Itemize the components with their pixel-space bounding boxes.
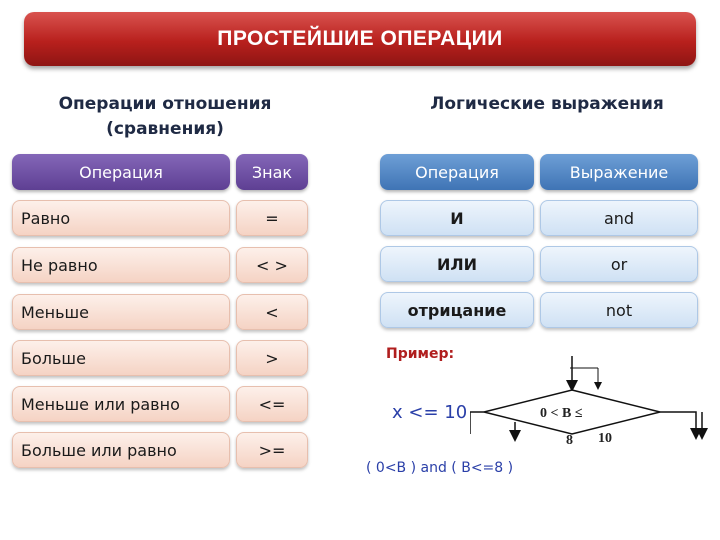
relations-row-sign: =	[236, 200, 308, 236]
logic-row-operation: И	[380, 200, 534, 236]
relations-title-line1: Операции отношения	[58, 94, 272, 114]
relations-row-sign: >=	[236, 432, 308, 468]
relations-row-sign: >	[236, 340, 308, 376]
relations-header-operation: Операция	[12, 154, 230, 190]
logic-title: Логические выражения	[430, 94, 664, 114]
title-text: ПРОСТЕЙШИЕ ОПЕРАЦИИ	[217, 27, 503, 50]
relations-row-sign: <=	[236, 386, 308, 422]
title-banner	[24, 12, 696, 66]
diagram-condition: 0 < B ≤	[540, 406, 583, 421]
decision-diagram	[470, 350, 710, 450]
relations-title	[20, 92, 310, 142]
example-label: Пример:	[386, 346, 455, 362]
relations-row-sign: < >	[236, 247, 308, 283]
logic-header-operation: Операция	[380, 154, 534, 190]
relations-row-operation: Не равно	[12, 247, 230, 283]
flow-yes-arrow	[660, 412, 696, 434]
example-expression-x: x <= 10	[392, 402, 468, 423]
logic-row-expression: or	[540, 246, 698, 282]
logic-row-expression: and	[540, 200, 698, 236]
relations-row-operation: Меньше	[12, 294, 230, 330]
relations-row-operation: Больше	[12, 340, 230, 376]
relations-row-sign: <	[236, 294, 308, 330]
example-expression-b: ( 0<B ) and ( B<=8 )	[366, 460, 514, 476]
diagram-value-8: 8	[566, 433, 573, 448]
relations-title-line2: (сравнения)	[106, 119, 224, 139]
relations-row-operation: Меньше или равно	[12, 386, 230, 422]
relations-header-sign: Знак	[236, 154, 308, 190]
logic-row-operation: отрицание	[380, 292, 534, 328]
flow-no-line	[470, 412, 484, 434]
logic-row-operation: ИЛИ	[380, 246, 534, 282]
logic-row-expression: not	[540, 292, 698, 328]
diagram-value-10: 10	[598, 431, 612, 446]
relations-row-operation: Равно	[12, 200, 230, 236]
logic-header-expression: Выражение	[540, 154, 698, 190]
relations-row-operation: Больше или равно	[12, 432, 230, 468]
